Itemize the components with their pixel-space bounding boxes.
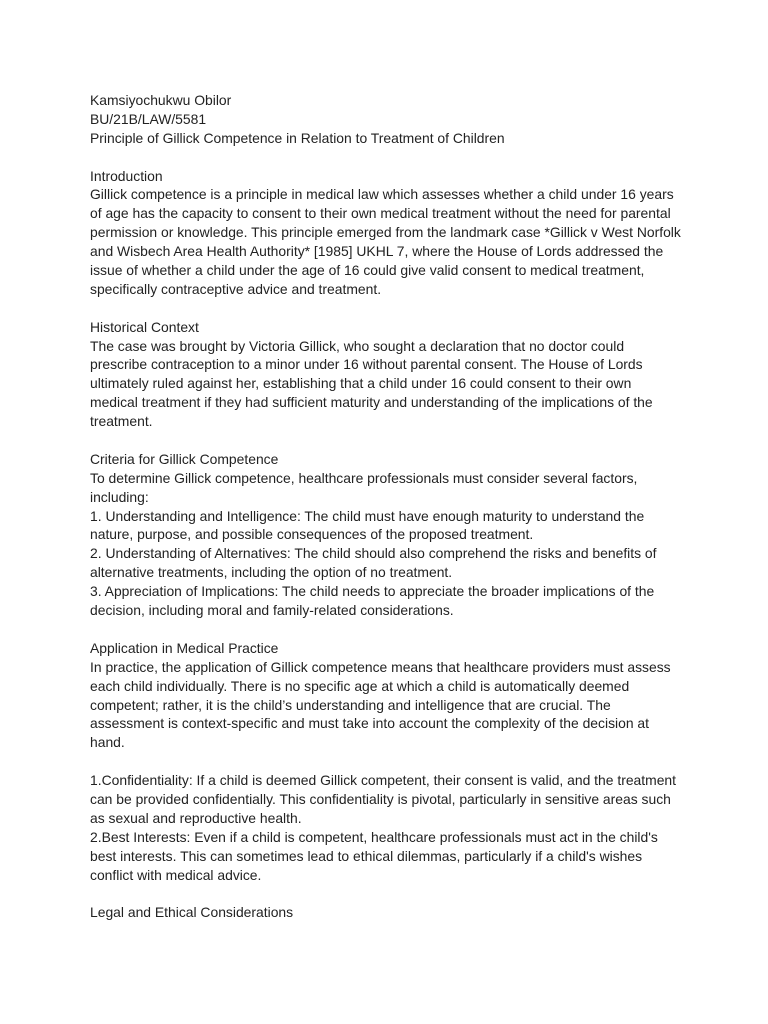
spacer — [90, 752, 680, 771]
list-item-line: as sexual and reproductive health. — [90, 809, 302, 826]
list-item-line: 1. Understanding and Intelligence: The child must have enough maturity to understand the — [90, 507, 645, 524]
list-item-line: 1.Confidentiality: If a child is deemed Gillick competent, their consent is valid, and the treatment — [90, 772, 677, 789]
paragraph-line: In practice, the application of Gillick competence means that healthcare providers must assess — [90, 658, 671, 675]
section-heading-criteria: Criteria for Gillick Competence — [90, 450, 279, 467]
paragraph-line: competent; rather, it is the child’s understanding and intelligence that are crucial. The — [90, 696, 611, 713]
spacer — [90, 299, 680, 318]
list-item-line: alternative treatments, including the option of no treatment. — [90, 564, 453, 581]
paragraph-line: each child individually. There is no specific age at which a child is automatically deemed — [90, 677, 630, 694]
student-id: BU/21B/LAW/5581 — [90, 110, 207, 127]
author-name: Kamsiyochukwu Obilor — [90, 92, 232, 108]
list-item-line: nature, purpose, and possible consequences of the proposed treatment. — [90, 526, 534, 543]
document-page — [90, 91, 680, 922]
list-item-line: can be provided confidentially. This confidentiality is pivotal, particularly in sensitive areas such — [90, 790, 671, 807]
spacer — [90, 620, 680, 639]
section-heading-introduction: Introduction — [90, 167, 163, 184]
paragraph-line: medical treatment if they had sufficient maturity and understanding of the implications of the — [90, 394, 653, 411]
paragraph-line: Gillick competence is a principle in medical law which assesses whether a child under 16 years — [90, 186, 674, 203]
paragraph-line: prescribe contraception to a minor under 16 without parental consent. The House of Lords — [90, 356, 643, 373]
spacer — [90, 431, 680, 450]
list-item-line: 2. Understanding of Alternatives: The child should also comprehend the risks and benefits of — [90, 545, 657, 562]
list-item-line: 3. Appreciation of Implications: The child needs to appreciate the broader implications of the — [90, 583, 655, 600]
paragraph-line: specifically contraceptive advice and treatment. — [90, 280, 382, 297]
paragraph-line: assessment is context-specific and must take into account the complexity of the decision at — [90, 715, 649, 732]
paragraph-line: issue of whether a child under the age of 16 could give valid consent to medical treatment, — [90, 262, 645, 279]
list-item-line: best interests. This can sometimes lead to ethical dilemmas, particularly if a child's wishes — [90, 847, 643, 864]
section-heading-legal-ethical: Legal and Ethical Considerations — [90, 904, 294, 921]
paragraph-line: including: — [90, 488, 149, 505]
paragraph-line: ultimately ruled against her, establishing that a child under 16 could consent to their own — [90, 375, 632, 392]
paragraph-line: treatment. — [90, 413, 153, 430]
paragraph-line: permission or knowledge. This principle emerged from the landmark case *Gillick v West Norfolk — [90, 224, 681, 241]
section-heading-historical-context: Historical Context — [90, 318, 199, 335]
paragraph-line: of age has the capacity to consent to their own medical treatment without the need for parental — [90, 205, 671, 222]
section-heading-application: Application in Medical Practice — [90, 639, 279, 656]
paragraph-line: To determine Gillick competence, healthcare professionals must consider several factors, — [90, 469, 638, 486]
list-item-line: decision, including moral and family-related considerations. — [90, 602, 454, 619]
paragraph-line: hand. — [90, 734, 125, 751]
list-item-line: conflict with medical advice. — [90, 866, 262, 883]
paragraph-line: The case was brought by Victoria Gillick, who sought a declaration that no doctor could — [90, 337, 625, 354]
list-item-line: 2.Best Interests: Even if a child is competent, healthcare professionals must act in the child's — [90, 828, 658, 845]
spacer — [90, 148, 680, 167]
spacer — [90, 884, 680, 903]
paragraph-line: and Wisbech Area Health Authority* [1985] UKHL 7, where the House of Lords addressed the — [90, 243, 664, 260]
document-title: Principle of Gillick Competence in Relation to Treatment of Children — [90, 129, 505, 146]
